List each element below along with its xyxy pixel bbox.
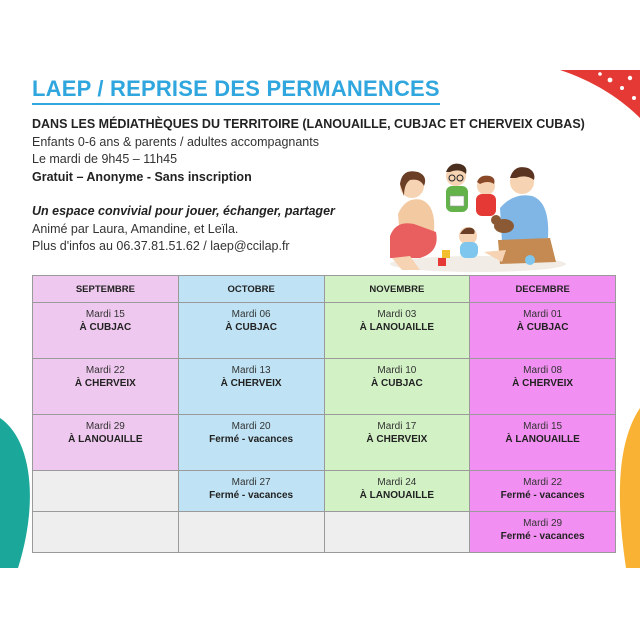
table-cell xyxy=(178,415,324,471)
header-december: DECEMBRE xyxy=(470,276,616,303)
schedule-line: Le mardi de 9h45 – 11h45 xyxy=(32,152,178,166)
table-row xyxy=(33,415,616,471)
session-place: À LANOUAILLE xyxy=(359,322,435,333)
empty-cell xyxy=(178,512,324,553)
header-october: OCTOBRE xyxy=(178,276,324,303)
session-date: Mardi 24 xyxy=(377,477,417,488)
flyer-page xyxy=(0,70,640,568)
table-row xyxy=(33,471,616,512)
session-date: Mardi 15 xyxy=(523,421,563,432)
session-place: Fermé - vacances xyxy=(209,434,294,445)
session-place: À CHERVEIX xyxy=(512,378,574,389)
tagline: Un espace convivial pour jouer, échanger, partager xyxy=(32,204,335,218)
session-date: Mardi 10 xyxy=(377,365,417,376)
empty-cell xyxy=(324,512,470,553)
session-place: À CUBJAC xyxy=(371,378,423,389)
empty-cell xyxy=(33,512,179,553)
session-place: Fermé - vacances xyxy=(500,531,585,542)
conditions-line: Gratuit – Anonyme - Sans inscription xyxy=(32,169,252,184)
session-date: Mardi 29 xyxy=(523,518,563,529)
table-cell xyxy=(470,303,616,359)
session-date: Mardi 06 xyxy=(231,309,271,320)
audience-line: Enfants 0-6 ans & parents / adultes accompagnants xyxy=(32,134,319,149)
table-cell xyxy=(178,359,324,415)
hosts-line: Animé par Laura, Amandine, et Leïla. xyxy=(32,221,239,236)
contact-line: Plus d'infos au 06.37.81.51.62 / laep@ccilap.fr xyxy=(32,239,290,253)
table-cell xyxy=(470,512,616,553)
empty-cell xyxy=(33,471,179,512)
table-row xyxy=(33,359,616,415)
session-place: Fermé - vacances xyxy=(500,490,585,501)
header-september: SEPTEMBRE xyxy=(33,276,179,303)
session-date: Mardi 27 xyxy=(231,477,271,488)
table-cell xyxy=(324,303,470,359)
session-place: À CHERVEIX xyxy=(366,434,428,445)
session-date: Mardi 20 xyxy=(231,421,271,432)
session-date: Mardi 13 xyxy=(231,365,271,376)
table-cell xyxy=(470,471,616,512)
session-place: À CUBJAC xyxy=(516,322,569,333)
table-cell xyxy=(324,359,470,415)
session-place: À LANOUAILLE xyxy=(359,490,435,501)
session-place: À LANOUAILLE xyxy=(68,434,143,445)
table-row xyxy=(33,303,616,359)
schedule-table xyxy=(32,275,616,553)
session-date: Mardi 22 xyxy=(523,477,563,488)
session-place: Fermé - vacances xyxy=(209,490,294,501)
table-cell xyxy=(324,471,470,512)
session-date: Mardi 17 xyxy=(377,421,417,432)
venue-line: DANS LES MÉDIATHÈQUES DU TERRITOIRE (LANOUAILLE, CUBJAC ET CHERVEIX CUBAS) xyxy=(32,117,585,131)
session-date: Mardi 29 xyxy=(85,421,125,432)
table-row xyxy=(33,512,616,553)
page-title: LAEP / REPRISE DES PERMANENCES xyxy=(32,76,440,105)
red-dotted-corner-decoration xyxy=(560,70,640,118)
session-place: À CUBJAC xyxy=(225,322,277,333)
table-cell xyxy=(33,303,179,359)
table-cell xyxy=(470,359,616,415)
table-cell xyxy=(178,471,324,512)
header-row xyxy=(33,276,616,303)
session-date: Mardi 03 xyxy=(377,309,417,320)
session-date: Mardi 01 xyxy=(523,309,563,320)
header-november: NOVEMBRE xyxy=(324,276,470,303)
table-cell xyxy=(470,415,616,471)
session-place: À CUBJAC xyxy=(79,322,132,333)
table-cell xyxy=(33,359,179,415)
session-place: À CHERVEIX xyxy=(220,378,282,389)
session-place: À CHERVEIX xyxy=(74,378,136,389)
session-date: Mardi 08 xyxy=(523,365,563,376)
session-place: À LANOUAILLE xyxy=(505,434,580,445)
session-date: Mardi 22 xyxy=(85,365,125,376)
family-playing-illustration xyxy=(380,152,570,274)
session-date: Mardi 15 xyxy=(85,309,125,320)
table-cell xyxy=(33,415,179,471)
table-cell xyxy=(324,415,470,471)
table-cell xyxy=(178,303,324,359)
